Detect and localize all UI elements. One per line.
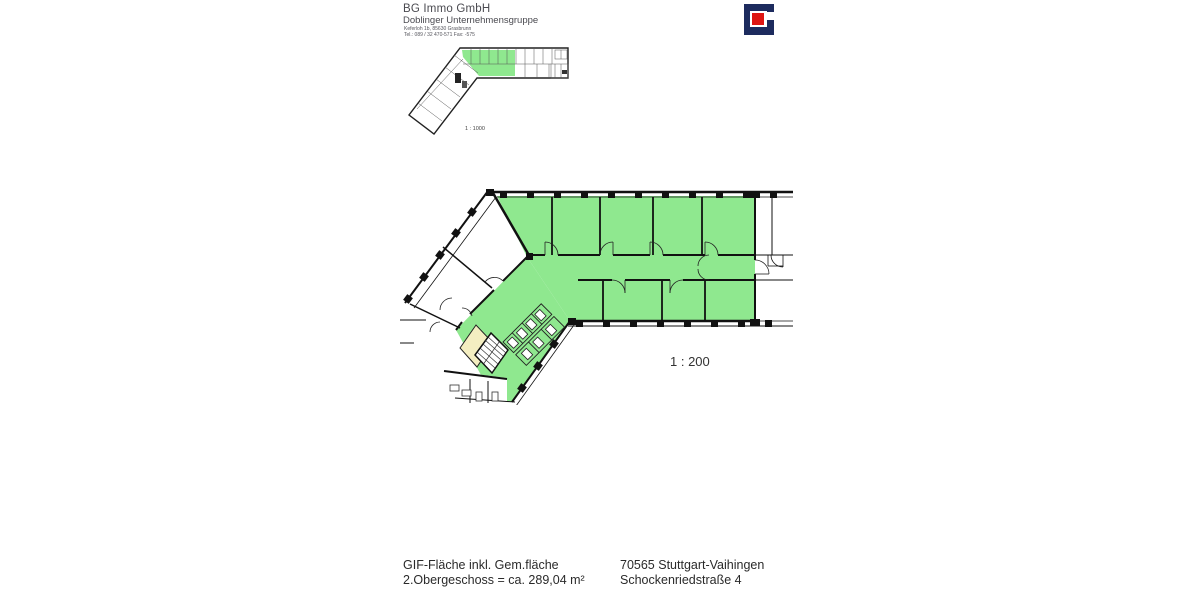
main-scale-label: 1 : 200 [670, 354, 710, 369]
main-floorplan-drawing [400, 180, 800, 405]
company-address: Keferloh 1b, 85630 Grasbrunn [404, 26, 472, 32]
property-address-line2: Schockenriedstraße 4 [620, 573, 742, 587]
property-address-line1: 70565 Stuttgart-Vaihingen [620, 558, 765, 572]
company-logo-icon [744, 4, 774, 35]
overview-floorplan-drawing [405, 45, 571, 141]
area-summary [403, 558, 585, 588]
property-address [620, 558, 764, 588]
company-contact: Tel.: 089 / 32 470-571 Fax: -575 [404, 32, 475, 38]
company-group: Doblinger Unternehmensgruppe [403, 15, 539, 26]
area-summary-line1: GIF-Fläche inkl. Gem.fläche [403, 558, 559, 572]
area-summary-line2: 2.Obergeschoss = ca. 289,04 m² [403, 573, 585, 587]
company-name: BG Immo GmbH [403, 3, 491, 15]
overview-scale-label: 1 : 1000 [465, 126, 485, 132]
